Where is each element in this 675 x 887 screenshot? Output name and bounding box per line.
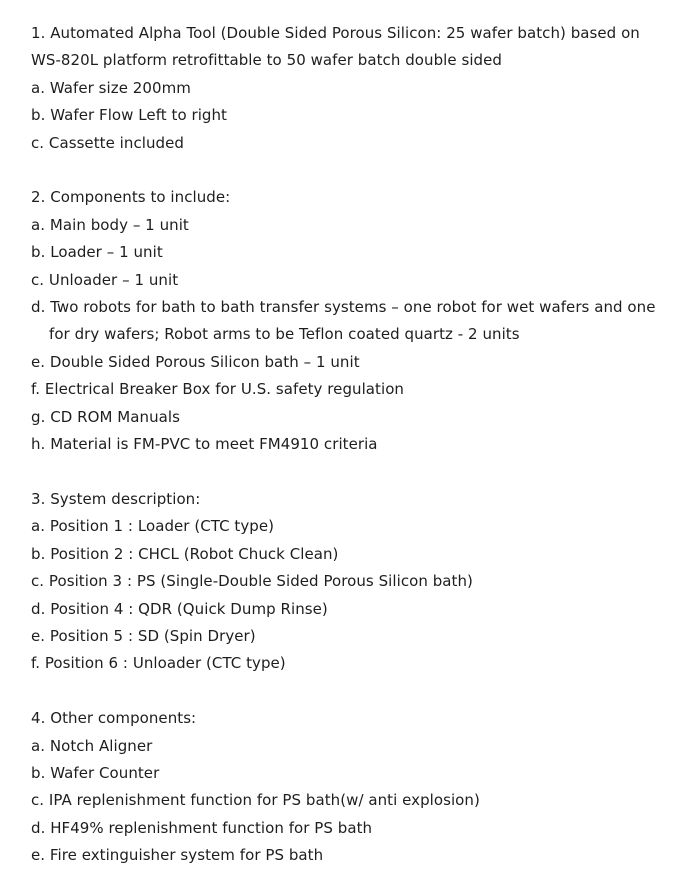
- list-item: g. CD ROM Manuals: [31, 407, 180, 426]
- list-item: e. Position 5 : SD (Spin Dryer): [31, 626, 256, 645]
- section-other-components: [31, 705, 667, 869]
- section-1-heading: 1. Automated Alpha Tool (Double Sided Porous Silicon: 25 wafer batch) based on: [31, 24, 640, 42]
- section-spacer: [31, 458, 667, 485]
- list-item: d. HF49% replenishment function for PS bath: [31, 818, 373, 837]
- list-item: d. Two robots for bath to bath transfer systems – one robot for wet wafers and one: [31, 298, 656, 317]
- list-item: e. Double Sided Porous Silicon bath – 1 unit: [31, 352, 360, 371]
- section-4-heading: 4. Other components:: [31, 709, 197, 728]
- section-3-heading: 3. System description:: [31, 489, 201, 508]
- list-item: a. Main body – 1 unit: [31, 215, 189, 234]
- list-item: f. Electrical Breaker Box for U.S. safety regulation: [31, 380, 404, 399]
- list-item: a. Notch Aligner: [31, 736, 153, 755]
- list-item: h. Material is FM-PVC to meet FM4910 criteria: [31, 435, 378, 454]
- list-item: b. Wafer Flow Left to right: [31, 106, 227, 125]
- list-item: c. Position 3 : PS (Single-Double Sided Porous Silicon bath): [31, 572, 473, 591]
- section-spacer: [31, 157, 667, 184]
- list-item: b. Wafer Counter: [31, 763, 160, 782]
- section-1-heading-continued: WS-820L platform retrofittable to 50 wafer batch double sided: [31, 51, 502, 70]
- section-2-heading: 2. Components to include:: [31, 188, 231, 207]
- list-item-continued: for dry wafers; Robot arms to be Teflon coated quartz - 2 units: [49, 325, 520, 344]
- list-item: c. Unloader – 1 unit: [31, 270, 179, 289]
- section-automated-alpha-tool: [31, 20, 667, 157]
- list-item: a. Position 1 : Loader (CTC type): [31, 517, 275, 536]
- list-item: b. Position 2 : CHCL (Robot Chuck Clean): [31, 544, 339, 563]
- section-system-description: [31, 486, 667, 678]
- section-spacer: [31, 678, 667, 705]
- list-item: c. IPA replenishment function for PS bath(w/ anti explosion): [31, 791, 480, 810]
- list-item: c. Cassette included: [31, 133, 184, 152]
- section-components: [31, 184, 667, 458]
- list-item: a. Wafer size 200mm: [31, 78, 191, 97]
- list-item: b. Loader – 1 unit: [31, 243, 163, 262]
- list-item: f. Position 6 : Unloader (CTC type): [31, 654, 286, 673]
- document-body: [31, 20, 667, 870]
- list-item: d. Position 4 : QDR (Quick Dump Rinse): [31, 599, 328, 618]
- list-item: e. Fire extinguisher system for PS bath: [31, 846, 324, 865]
